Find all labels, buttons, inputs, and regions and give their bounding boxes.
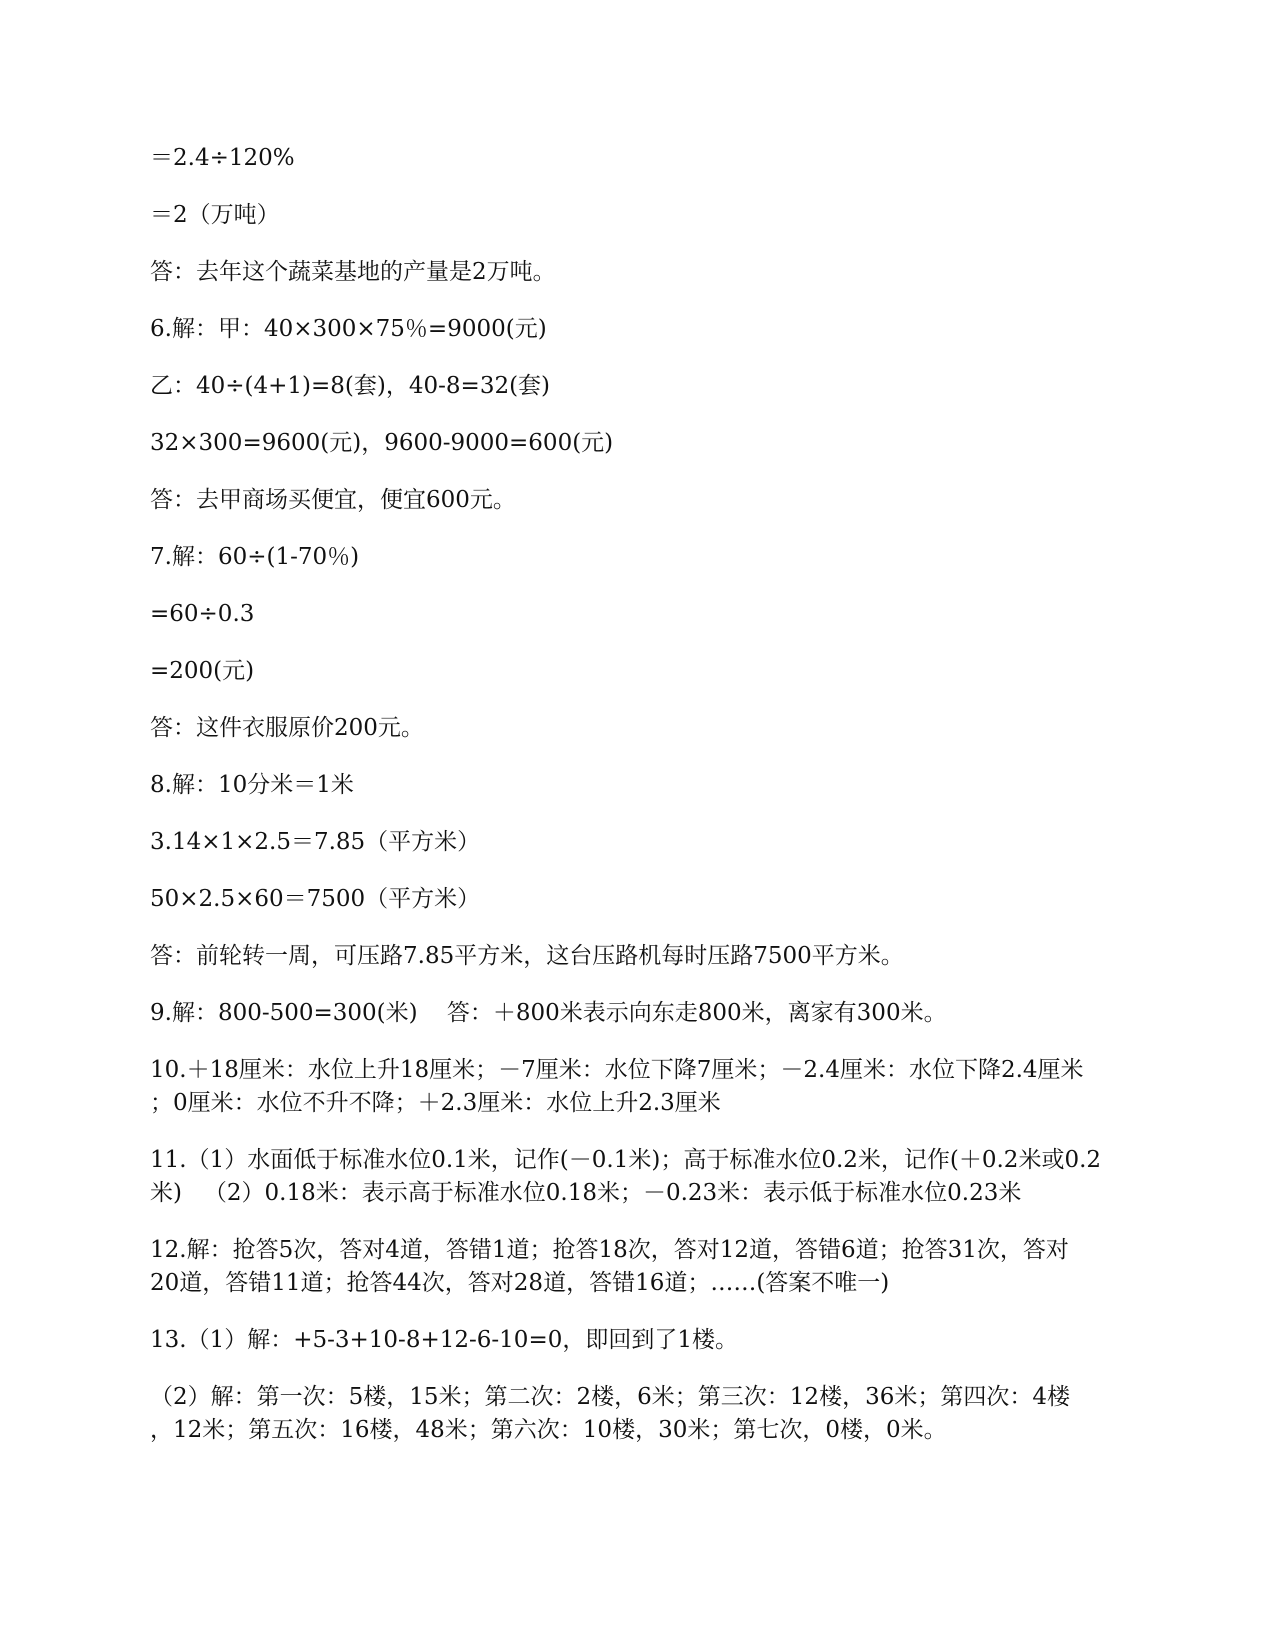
- text-line: =60÷0.3: [150, 601, 255, 627]
- problem-8-line: 8.解：10分米＝1米: [150, 772, 354, 798]
- text-line: 3.14×1×2.5＝7.85（平方米）: [150, 829, 481, 855]
- answer-text-block: [150, 142, 1130, 1471]
- text-line: ＝2（万吨）: [150, 202, 280, 228]
- problem-13-part-2-paragraph: （2）解：第一次：5楼，15米；第二次：2楼，6米；第三次：12楼，36米；第四次：4楼 ，12米；第五次：16楼，48米；第六次：10楼，30米；第七次，0楼，0米。: [150, 1384, 1070, 1443]
- text-line: 50×2.5×60＝7500（平方米）: [150, 886, 481, 912]
- problem-11-paragraph: 11.（1）水面低于标准水位0.1米，记作(－0.1米)；高于标准水位0.2米，记作(＋0.2米或0.2 米) （2）0.18米：表示高于标准水位0.18米；－0.23米：表示低于标准水位0.23米: [150, 1147, 1102, 1206]
- problem-6-line: 6.解：甲：40×300×75％=9000(元): [150, 316, 547, 342]
- answer-line: 答：去年这个蔬菜基地的产量是2万吨。: [150, 259, 556, 285]
- text-line: =200(元): [150, 658, 255, 684]
- problem-7-line: 7.解：60÷(1-70％): [150, 544, 360, 570]
- problem-12-paragraph: 12.解：抢答5次，答对4道，答错1道；抢答18次，答对12道，答错6道；抢答31次，答对 20道，答错11道；抢答44次，答对28道，答错16道；……(答案不唯一): [150, 1237, 1069, 1296]
- problem-9-line: 9.解：800-500=300(米) 答：＋800米表示向东走800米，离家有300米。: [150, 1000, 947, 1026]
- text-line: 32×300=9600(元)，9600-9000=600(元): [150, 430, 614, 456]
- text-line: 乙：40÷(4+1)=8(套)，40-8=32(套): [150, 373, 551, 399]
- problem-13-line: 13.（1）解：+5-3+10-8+12-6-10=0，即回到了1楼。: [150, 1327, 738, 1353]
- answer-line: 答：去甲商场买便宜，便宜600元。: [150, 487, 516, 513]
- text-line: ＝2.4÷120%: [150, 145, 295, 171]
- answer-line: 答：这件衣服原价200元。: [150, 715, 424, 741]
- problem-10-paragraph: 10.＋18厘米：水位上升18厘米；－7厘米：水位下降7厘米；－2.4厘米：水位下降2.4厘米 ；0厘米：水位不升不降；＋2.3厘米：水位上升2.3厘米: [150, 1057, 1084, 1116]
- answer-line: 答：前轮转一周，可压路7.85平方米，这台压路机每时压路7500平方米。: [150, 943, 904, 969]
